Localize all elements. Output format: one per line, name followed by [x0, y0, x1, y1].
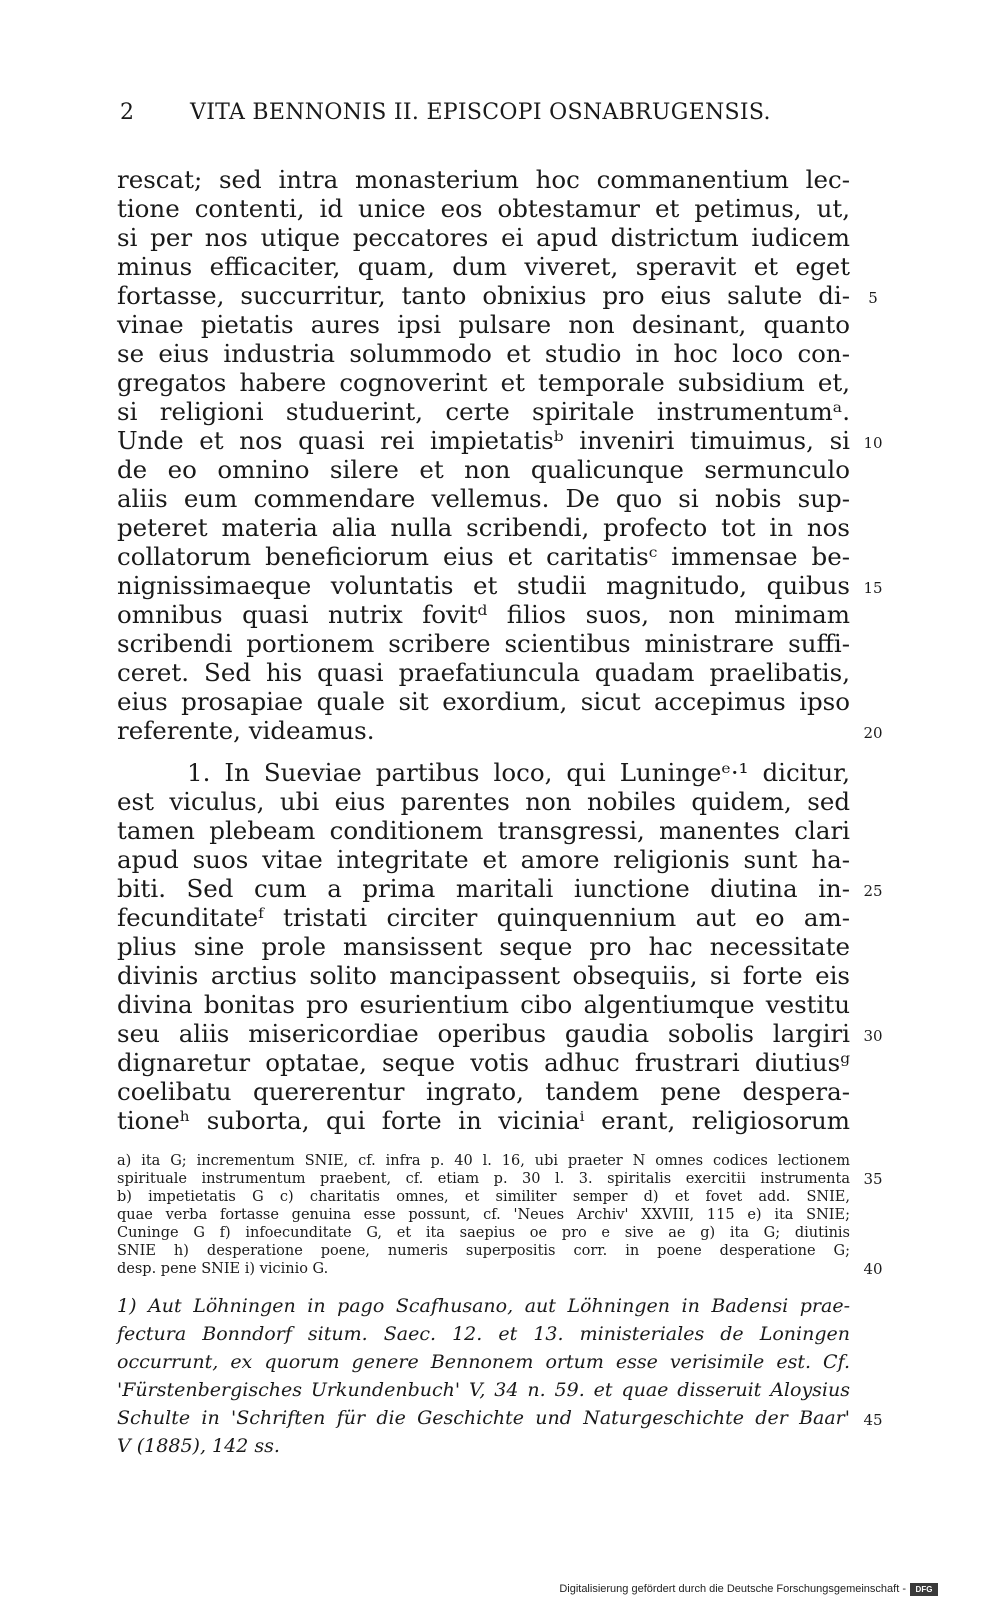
text-line: rescat; sed intra monasterium hoc commanentium lec- — [117, 165, 850, 194]
text-line: nignissimaeque voluntatis et studii magnitudo, quibus — [117, 571, 850, 600]
apparatus-line: a) ita G; incrementum SNIE, cf. infra p. 40 l. 16, ubi praeter N omnes codices lectionem — [117, 1153, 850, 1169]
apparatus-line: spirituale instrumentum praebent, cf. etiam p. 30 l. 3. spiritalis exercitii instrumenta — [117, 1171, 850, 1187]
text-line: scribendi portionem scribere scientibus ministrare suffi- — [117, 629, 850, 658]
line-number: 5 — [868, 289, 878, 307]
text-line: si religioni studuerint, certe spiritale instrumentumᵃ. — [117, 397, 850, 426]
line-number: 20 — [863, 724, 883, 742]
line-number: 25 — [863, 882, 883, 900]
text-line: referente, videamus. — [117, 716, 375, 745]
text-line: se eius industria solummodo et studio in hoc loco con- — [117, 339, 850, 368]
text-line: gregatos habere cognoverint et temporale subsidium et, — [117, 368, 850, 397]
running-header — [120, 100, 840, 134]
text-line: divinis arctius solito mancipassent obsequiis, si forte eis — [117, 961, 850, 990]
text-line: dignaretur optatae, seque votis adhuc frustrari diutiusᵍ — [117, 1048, 850, 1077]
apparatus-line: b) impetietatis G c) charitatis omnes, et similiter semper d) et fovet add. SNIE, — [117, 1189, 850, 1205]
apparatus-line: Cuninge G f) infoecunditate G, et ita saepius oe pro e sive ae g) ita G; diutinis — [117, 1225, 850, 1241]
text-line: tioneʰ suborta, qui forte in viciniaⁱ erant, religiosorum — [117, 1106, 850, 1135]
text-line: omnibus quasi nutrix fovitᵈ filios suos, non minimam — [117, 600, 850, 629]
chapter-1-opening-line: 1. In Sueviae partibus loco, qui Luningeᵉ·¹ dicitur, — [187, 758, 850, 787]
footnote-line: Schulte in 'Schriften für die Geschichte und Naturgeschichte der Baar' — [117, 1407, 850, 1429]
text-line: ceret. Sed his quasi praefatiuncula quadam praelibatis, — [117, 658, 850, 687]
running-title: VITA BENNONIS II. EPISCOPI OSNABRUGENSIS. — [190, 100, 771, 125]
text-line: seu aliis misericordiae operibus gaudia sobolis largiri — [117, 1019, 850, 1048]
text-line: coelibatu quererentur ingrato, tandem pene despera- — [117, 1077, 850, 1106]
text-line: fecunditateᶠ tristati circiter quinquennium aut eo am- — [117, 903, 850, 932]
apparatus-line: desp. pene SNIE i) vicinio G. — [117, 1261, 329, 1277]
text-line: plius sine prole mansissent seque pro hac necessitate — [117, 932, 850, 961]
line-number: 35 — [863, 1170, 883, 1188]
apparatus-line: quae verba fortasse genuina esse possunt, cf. 'Neues Archiv' XXVIII, 115 e) ita SNIE; — [117, 1207, 850, 1223]
footnote-line: fectura Bonndorf situm. Saec. 12. et 13. ministeriales de Loningen — [117, 1323, 850, 1345]
line-number: 30 — [863, 1027, 883, 1045]
text-line: minus efficaciter, quam, dum viveret, speravit et eget — [117, 252, 850, 281]
footnote-line: 'Fürstenbergisches Urkundenbuch' V, 34 n. 59. et quae disseruit Aloysius — [117, 1379, 850, 1401]
text-line: divina bonitas pro esurientium cibo algentiumque vestitu — [117, 990, 850, 1019]
text-line: collatorum beneficiorum eius et caritatisᶜ immensae be- — [117, 542, 850, 571]
text-line: vinae pietatis aures ipsi pulsare non desinant, quanto — [117, 310, 850, 339]
text-line: peteret materia alia nulla scribendi, profecto tot in nos — [117, 513, 850, 542]
text-line: tione contenti, id unice eos obtestamur et petimus, ut, — [117, 194, 850, 223]
footnote-line: V (1885), 142 ss. — [117, 1435, 280, 1457]
line-number: 15 — [863, 579, 883, 597]
text-line: aliis eum commendare vellemus. De quo si nobis sup- — [117, 484, 850, 513]
apparatus-line: SNIE h) desperatione poene, numeris superpositis corr. in poene desperatione G; — [117, 1243, 850, 1259]
line-number: 40 — [863, 1260, 883, 1278]
credit-text: Digitalisierung gefördert durch die Deutsche Forschungsgemeinschaft - — [559, 1583, 906, 1595]
text-line: si per nos utique peccatores ei apud districtum iudicem — [117, 223, 850, 252]
footnote-line: occurrunt, ex quorum genere Bennonem ortum esse verisimile est. Cf. — [117, 1351, 850, 1373]
digitization-credit — [559, 1581, 938, 1597]
text-line: biti. Sed cum a prima maritali iunctione diutina in- — [117, 874, 850, 903]
text-line: est viculus, ubi eius parentes non nobiles quidem, sed — [117, 787, 850, 816]
page-number: 2 — [120, 100, 135, 125]
line-number: 45 — [863, 1411, 883, 1429]
text-line: apud suos vitae integritate et amore religionis sunt ha- — [117, 845, 850, 874]
text-line: tamen plebeam conditionem transgressi, manentes clari — [117, 816, 850, 845]
dfg-logo: DFG — [910, 1583, 938, 1596]
line-number: 10 — [863, 434, 883, 452]
text-line: eius prosapiae quale sit exordium, sicut accepimus ipso — [117, 687, 850, 716]
text-line: de eo omnino silere et non qualicunque sermunculo — [117, 455, 850, 484]
footnote-line: 1) Aut Löhningen in pago Scafhusano, aut Löhningen in Badensi prae- — [117, 1295, 850, 1317]
text-line: Unde et nos quasi rei impietatisᵇ inveniri timuimus, si — [117, 426, 850, 455]
text-line: fortasse, succurritur, tanto obnixius pro eius salute di- — [117, 281, 850, 310]
